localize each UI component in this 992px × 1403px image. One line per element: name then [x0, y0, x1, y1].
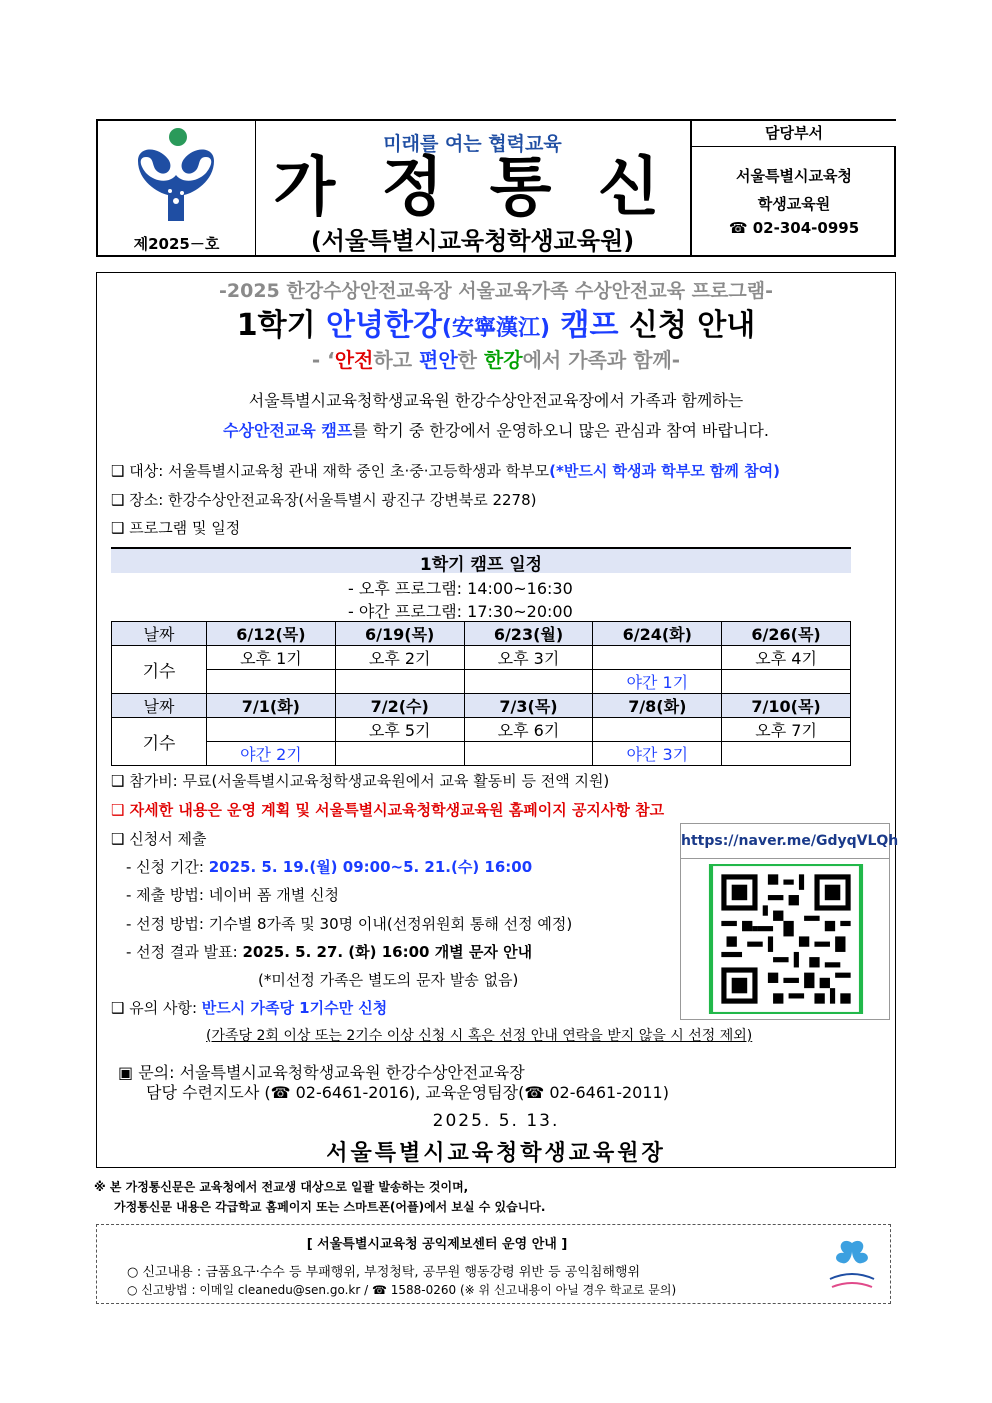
- date-cell: 6/24(화): [593, 622, 722, 646]
- contact-line-2: 담당 수련지도사 (☎ 02-6461-2016), 교육운영팀장(☎ 02-6461-2011): [146, 1083, 669, 1102]
- tagline-part: - ‘: [311, 348, 335, 372]
- tagline-part: 에서 가족과 함께-: [522, 348, 681, 372]
- date-cell: 6/12(목): [207, 622, 336, 646]
- department-phone-number: 02-304-0995: [752, 219, 860, 237]
- schedule-title: 1학기 캠프 일정: [419, 555, 543, 575]
- footer-note-2: 가정통신문 내용은 각급학교 홈페이지 또는 스마트폰(어플)에서 보실 수 있습니다.: [114, 1200, 546, 1214]
- title-hanja: (安寧漢江): [441, 316, 551, 341]
- date-cell: 6/19(목): [335, 622, 464, 646]
- submit-heading: ❑ 신청서 제출: [111, 830, 207, 848]
- date-cell: 7/8(화): [593, 694, 722, 718]
- newsletter-header: [96, 119, 896, 257]
- session-label: 기수: [112, 646, 207, 694]
- intro-line-1: 서울특별시교육청학생교육원 한강수상안전교육장에서 가족과 함께하는: [248, 391, 744, 410]
- tagline-safe: 안전: [334, 348, 374, 372]
- caution-note: (가족당 2회 이상 또는 2기수 이상 신청 시 혹은 선정 안내 연락을 받지 않을 시 선정 제외): [206, 1028, 753, 1044]
- intro-line-2: [96, 418, 896, 441]
- selection-line: - 선정 방법: 기수별 8가족 및 30명 이내(선정위원회 통해 선정 예정): [126, 915, 573, 933]
- result-line: [126, 941, 532, 962]
- session-cell: [207, 670, 336, 694]
- result-note: (*미선정 가족은 별도의 문자 발송 없음): [258, 971, 519, 989]
- session-cell: 오후 5기: [335, 718, 464, 742]
- date-cell: 7/1(화): [207, 694, 336, 718]
- program-line: -2025 한강수상안전교육장 서울교육가족 수상안전교육 프로그램-: [219, 280, 773, 302]
- session-cell: 오후 1기: [207, 646, 336, 670]
- method-line: - 제출 방법: 네이버 폼 개별 신청: [126, 886, 339, 904]
- period-line: [126, 856, 532, 877]
- session-cell: [593, 646, 722, 670]
- tagline-comfort: 편안: [419, 348, 458, 372]
- night-time: - 야간 프로그램: 17:30~20:00: [348, 602, 573, 621]
- caution-line: [111, 997, 387, 1018]
- date-label: 날짜: [112, 622, 207, 646]
- title-camp: 캠프: [550, 308, 619, 343]
- intro-rest: 를 학기 중 한강에서 운영하오니 많은 관심과 참여 바랍니다.: [352, 421, 769, 440]
- page-title: 가 정 통 신: [273, 151, 672, 225]
- tagline-hangang: 한강: [483, 348, 523, 372]
- footer-note-1: ※ 본 가정통신문은 교육청에서 전교생 대상으로 일괄 발송하는 것이며,: [94, 1180, 469, 1194]
- department-phone: [692, 219, 896, 237]
- title-camp-name: 안녕한강: [326, 308, 442, 343]
- program-heading: ❑ 프로그램 및 일정: [111, 519, 241, 537]
- issue-number: 제2025－호: [133, 235, 220, 253]
- issue-date: 2025. 5. 13.: [432, 1111, 560, 1131]
- target-text: ❑ 대상: 서울특별시교육청 관내 재학 중인 초·중·고등학생과 학부모: [111, 462, 550, 480]
- session-label: 기수: [112, 718, 207, 766]
- session-cell: [464, 742, 593, 766]
- target-note: (*반드시 학생과 학부모 함께 참여): [549, 462, 780, 480]
- target-line: [111, 460, 780, 481]
- session-cell: 오후 6기: [464, 718, 593, 742]
- intro-highlight: 수상안전교육 캠프: [223, 421, 353, 440]
- date-cell: 6/23(월): [464, 622, 593, 646]
- date-cell: 7/3(목): [464, 694, 593, 718]
- session-cell: 오후 3기: [464, 646, 593, 670]
- afternoon-time: - 오후 프로그램: 14:00~16:30: [348, 579, 573, 598]
- session-cell: [335, 670, 464, 694]
- phone-icon: ☎: [728, 219, 753, 237]
- session-cell: [335, 742, 464, 766]
- caution-value: 반드시 가족당 1기수만 신청: [201, 999, 388, 1017]
- result-label: - 선정 결과 발표:: [126, 943, 243, 961]
- tagline: [96, 344, 896, 373]
- place-line: ❑ 장소: 한강수상안전교육장(서울특별시 광진구 강변북로 2278): [111, 491, 537, 509]
- department-label: 담당부서: [692, 121, 896, 147]
- session-cell: 오후 4기: [722, 646, 851, 670]
- caution-label: ❑ 유의 사항:: [111, 999, 202, 1017]
- tagline-part: 한: [457, 348, 484, 372]
- qr-code-icon[interactable]: [708, 864, 864, 1014]
- fee-line: ❑ 참가비: 무료(서울특별시교육청학생교육원에서 교육 활동비 등 전액 지원): [111, 772, 610, 790]
- clean-campaign-icon: [822, 1235, 882, 1295]
- signature: 서울특별시교육청학생교육원장: [326, 1141, 666, 1166]
- whistleblower-box: [96, 1224, 891, 1304]
- date-label: 날짜: [112, 694, 207, 718]
- session-cell: 야간 1기: [593, 670, 722, 694]
- seoul-education-logo: [98, 121, 255, 231]
- tagline-part: 하고: [373, 348, 420, 372]
- page-subtitle: (서울특별시교육청학생교육원): [310, 227, 635, 255]
- session-cell: [593, 718, 722, 742]
- title-part: 1학기: [236, 308, 326, 343]
- session-cell: [722, 670, 851, 694]
- department-name: 서울특별시교육청: [736, 167, 852, 185]
- department-cell: [690, 121, 896, 255]
- result-value: 2025. 5. 27. (화) 16:00 개별 문자 안내: [242, 943, 533, 961]
- whistleblower-title: [ 서울특별시교육청 공익제보센터 운영 안내 ]: [306, 1237, 568, 1252]
- whistleblower-item-1: ○ 신고내용 : 금품요구·수수 등 부패행위, 부정청탁, 공무원 행동강령 위반 등 공익침해행위: [127, 1265, 641, 1280]
- session-cell: [207, 718, 336, 742]
- date-cell: 7/10(목): [722, 694, 851, 718]
- period-value: 2025. 5. 19.(월) 09:00~5. 21.(수) 16:00: [208, 858, 533, 876]
- session-cell: 오후 7기: [722, 718, 851, 742]
- date-cell: 7/2(수): [335, 694, 464, 718]
- date-cell: 6/26(목): [722, 622, 851, 646]
- session-cell: 야간 2기: [207, 742, 336, 766]
- qr-url-link[interactable]: https://naver.me/GdyqVLQh: [681, 824, 889, 859]
- qr-box: [680, 823, 899, 1020]
- department-unit: 학생교육원: [757, 195, 831, 213]
- whistleblower-item-2: ○ 신고방법 : 이메일 cleanedu@sen.go.kr / ☎ 1588-0260 (※ 위 신고내용이 아닐 경우 학교로 문의): [127, 1283, 677, 1297]
- session-cell: [722, 742, 851, 766]
- notice-title: [96, 300, 896, 344]
- slogan-text: 미래를 여는 협력교육: [383, 133, 562, 155]
- logo-cell: [98, 121, 256, 255]
- contact-line-1: ▣ 문의: 서울특별시교육청학생교육원 한강수상안전교육장: [118, 1063, 525, 1082]
- title-cell: [255, 121, 690, 255]
- reference-line: ❑ 자세한 내용은 운영 계획 및 서울특별시교육청학생교육원 홈페이지 공지사항 참고: [111, 801, 665, 819]
- schedule-table: [111, 621, 851, 766]
- title-apply: 신청 안내: [618, 308, 756, 343]
- session-cell: 야간 3기: [593, 742, 722, 766]
- session-cell: [464, 670, 593, 694]
- period-label: - 신청 기간:: [126, 858, 209, 876]
- session-cell: 오후 2기: [335, 646, 464, 670]
